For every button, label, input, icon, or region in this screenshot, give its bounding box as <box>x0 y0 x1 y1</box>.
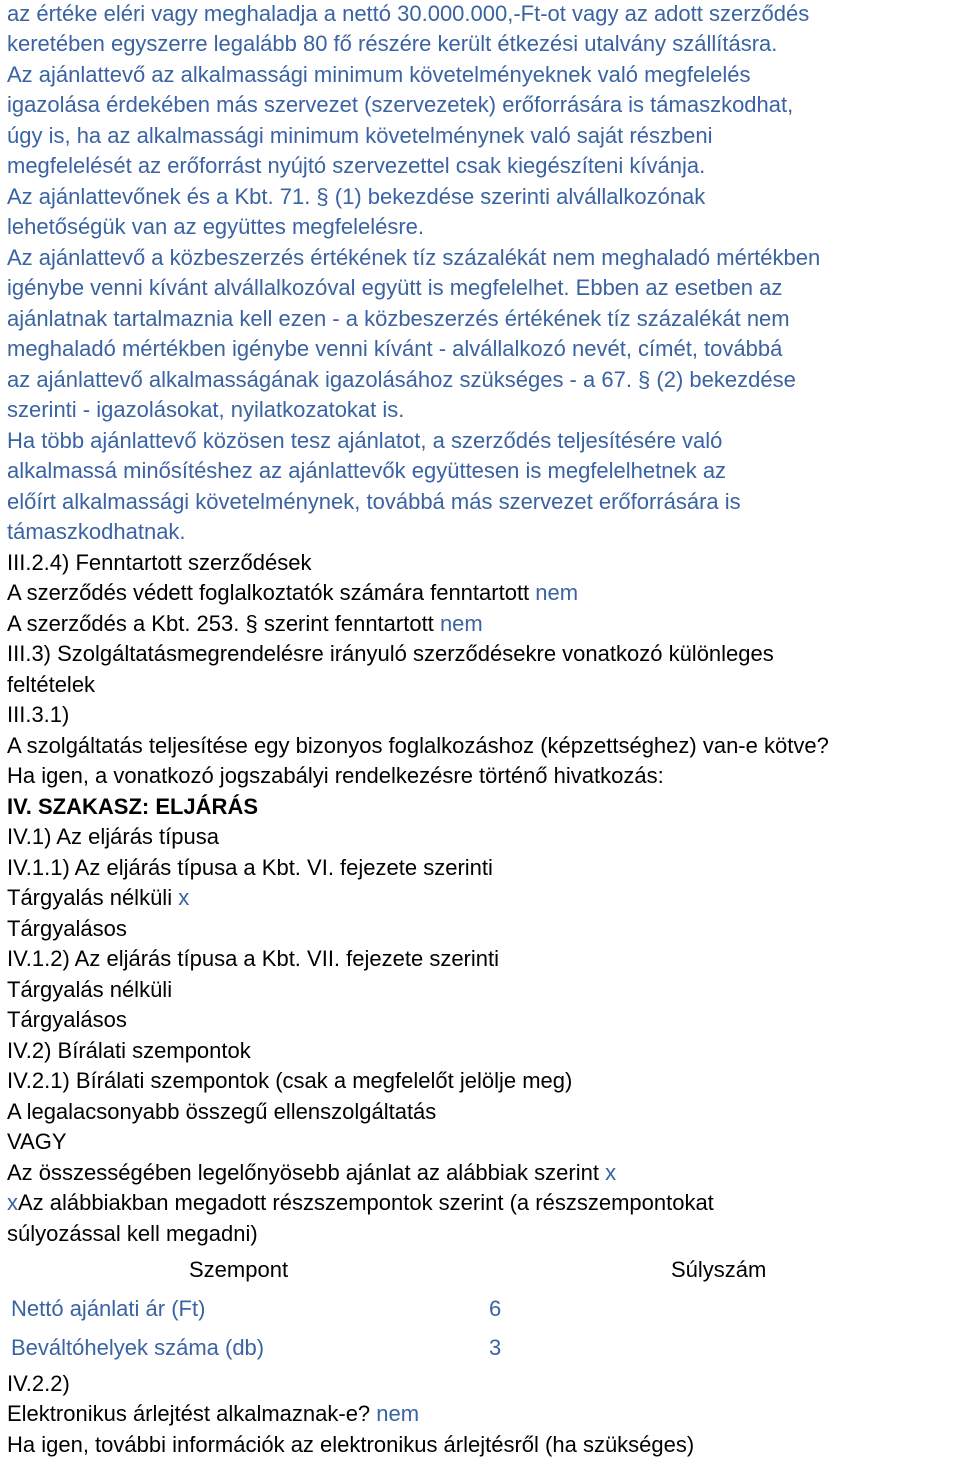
field-label: A szerződés a Kbt. 253. § szerint fenntartott <box>7 611 434 636</box>
text-line: megfelelését az erőforrást nyújtó szervezettel csak kiegészíteni kívánja. <box>7 153 706 178</box>
question-row <box>7 1400 419 1430</box>
section-heading: IV.2) Bírálati szempontok <box>7 1038 251 1063</box>
table-header-weight: Súlyszám <box>671 1257 767 1282</box>
option-label: Tárgyalásos <box>7 916 127 941</box>
text-line: meghaladó mértékben igénybe venni kívánt - alvállalkozó nevét, címét, továbbá <box>7 336 783 361</box>
section-title: IV. SZAKASZ: ELJÁRÁS <box>7 794 259 819</box>
subsection-heading: IV.1.1) Az eljárás típusa a Kbt. VI. fejezete szerinti <box>7 855 493 880</box>
text-line: előírt alkalmassági követelménynek, továbbá más szervezet erőforrására is <box>7 489 741 514</box>
question-text: A szolgáltatás teljesítése egy bizonyos foglalkozáshoz (képzettséghez) van-e kötve? <box>7 733 829 758</box>
kbt253-row <box>7 610 483 640</box>
table-cell-weight: 6 <box>489 1296 502 1321</box>
option-label: súlyozással kell megadni) <box>7 1221 258 1246</box>
table-cell-criterion: Beváltóhelyek száma (db) <box>11 1335 265 1360</box>
option-label: Az alábbiakban megadott részszempontok szerint (a részszempontokat <box>18 1190 714 1215</box>
check-mark: x <box>605 1160 617 1185</box>
or-label: VAGY <box>7 1129 67 1154</box>
text-line: Az ajánlattevő a közbeszerzés értékének tíz százalékát nem meghaladó mértékben <box>7 245 821 270</box>
check-mark: x <box>178 885 190 910</box>
text-line: igazolása érdekében más szervezet (szervezetek) erőforrására is támaszkodhat, <box>7 92 794 117</box>
section-heading: III.3) Szolgáltatásmegrendelésre irányuló szerződésekre vonatkozó különleges <box>7 641 774 666</box>
text-line: Az ajánlattevőnek és a Kbt. 71. § (1) bekezdése szerinti alvállalkozónak <box>7 184 706 209</box>
option-row <box>7 884 189 914</box>
text-line: ajánlatnak tartalmaznia kell ezen - a közbeszerzés értékének tíz százalékát nem <box>7 306 790 331</box>
field-label: A szerződés védett foglalkoztatók számára fenntartott <box>7 580 530 605</box>
option-label: Az összességében legelőnyösebb ajánlat az alábbiak szerint <box>7 1160 599 1185</box>
text-line: alkalmassá minősítéshez az ajánlattevők együttesen is megfelelhetnek az <box>7 458 727 483</box>
table-header-criterion: Szempont <box>189 1257 289 1282</box>
field-value: nem <box>376 1401 420 1426</box>
table-cell-weight: 3 <box>489 1335 502 1360</box>
text-line: Az ajánlattevő az alkalmassági minimum követelményeknek való megfelelés <box>7 62 751 87</box>
question-text: Elektronikus árlejtést alkalmaznak-e? <box>7 1401 371 1426</box>
option-label: Tárgyalásos <box>7 1007 127 1032</box>
text-line: lehetőségük van az együttes megfelelésre. <box>7 214 425 239</box>
text-line: keretében egyszerre legalább 80 fő részére került étkezési utalvány szállításra. <box>7 31 778 56</box>
text-line: igénybe venni kívánt alvállalkozóval együtt is megfelelhet. Ebben az esetben az <box>7 275 783 300</box>
table-cell-criterion: Nettó ajánlati ár (Ft) <box>11 1296 206 1321</box>
section-heading: III.2.4) Fenntartott szerződések <box>7 550 312 575</box>
text-line: az ajánlattevő alkalmasságának igazolásához szükséges - a 67. § (2) bekezdése <box>7 367 796 392</box>
text-line: úgy is, ha az alkalmassági minimum követelménynek való saját részbeni <box>7 123 713 148</box>
subsection-heading: IV.2.1) Bírálati szempontok (csak a megfelelőt jelölje meg) <box>7 1068 573 1093</box>
option-label: Tárgyalás nélküli <box>7 885 173 910</box>
reference-text: Ha igen, a vonatkozó jogszabályi rendelkezésre történő hivatkozás: <box>7 763 664 788</box>
option-label: Tárgyalás nélküli <box>7 977 173 1002</box>
section-heading: IV.1) Az eljárás típusa <box>7 824 219 849</box>
option-label: A legalacsonyabb összegű ellenszolgáltatás <box>7 1099 437 1124</box>
subsection-heading: IV.2.2) <box>7 1371 70 1396</box>
subsection-heading: III.3.1) <box>7 702 70 727</box>
section-heading: feltételek <box>7 672 96 697</box>
option-row <box>7 1159 616 1189</box>
field-value: nem <box>535 580 579 605</box>
text-line: szerinti - igazolásokat, nyilatkozatokat is. <box>7 397 405 422</box>
more-info-text: Ha igen, további információk az elektronikus árlejtésről (ha szükséges) <box>7 1432 695 1457</box>
check-mark: x <box>7 1190 18 1215</box>
field-value: nem <box>439 611 483 636</box>
text-line: az értéke eléri vagy meghaladja a nettó 30.000.000,-Ft-ot vagy az adott szerződés <box>7 1 810 26</box>
protected-employment-row <box>7 579 578 609</box>
text-line: támaszkodhatnak. <box>7 519 186 544</box>
subsection-heading: IV.1.2) Az eljárás típusa a Kbt. VII. fejezete szerinti <box>7 946 500 971</box>
text-line: Ha több ajánlattevő közösen tesz ajánlatot, a szerződés teljesítésére való <box>7 428 723 453</box>
option-row <box>7 1189 714 1219</box>
